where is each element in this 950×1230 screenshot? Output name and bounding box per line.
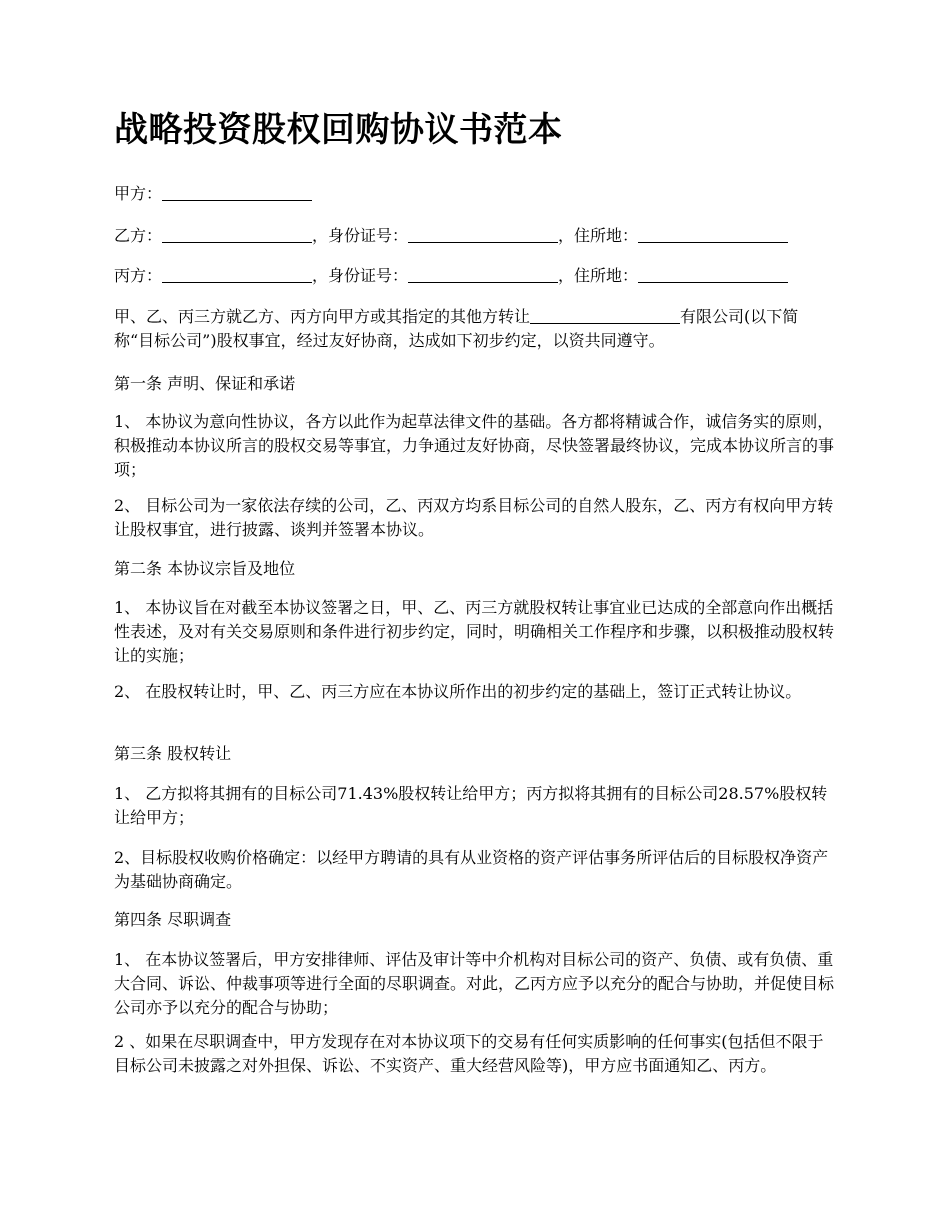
party-c-name-blank[interactable] bbox=[162, 266, 312, 283]
party-a-line bbox=[114, 182, 838, 206]
party-b-line bbox=[114, 224, 838, 248]
document-title: 战略投资股权回购协议书范本 bbox=[114, 110, 563, 150]
company-name-blank[interactable] bbox=[530, 307, 680, 324]
section-1-paragraph-2: 2、 目标公司为一家依法存续的公司，乙、丙双方均系目标公司的自然人股东，乙、丙方有权向甲方转让股权事宜，进行披露、谈判并签署本协议。 bbox=[114, 496, 834, 539]
party-a-label: 甲方： bbox=[114, 184, 163, 203]
party-b-label: 乙方： bbox=[114, 226, 163, 245]
party-a-blank[interactable] bbox=[162, 184, 312, 201]
section-4-paragraph-2: 2 、如果在尽职调查中，甲方发现存在对本协议项下的交易有任何实质影响的任何事实(包括但不限于目标公司未披露之对外担保、诉讼、不实资产、重大经营风险等)，甲方应书面通知乙、丙方。 bbox=[114, 1032, 824, 1075]
party-c-id-blank[interactable] bbox=[408, 266, 558, 283]
section-1-paragraph-1: 1、 本协议为意向性协议，各方以此作为起草法律文件的基础。各方都将精诚合作，诚信务实的原则，积极推动本协议所言的股权交易等事宜，力争通过友好协商，尽快签署最终协议，完成本协议所言的事项； bbox=[114, 412, 835, 479]
section-1-heading: 第一条 声明、保证和承诺 bbox=[114, 374, 296, 393]
section-3-paragraph-1: 1、 乙方拟将其拥有的目标公司71.43%股权转让给甲方；丙方拟将其拥有的目标公司28.57%股权转让给甲方； bbox=[114, 784, 828, 827]
party-b-id-label: ，身份证号： bbox=[312, 226, 409, 245]
party-b-name-blank[interactable] bbox=[162, 226, 312, 243]
section-3-paragraph-2: 2、目标股权收购价格确定：以经甲方聘请的具有从业资格的资产评估事务所评估后的目标股权净资产为基础协商确定。 bbox=[114, 848, 829, 891]
section-4-heading: 第四条 尽职调查 bbox=[114, 910, 232, 929]
intro-text-2: 有限公司(以下简称“目标公司”)股权事宜，经过友好协商，达成如下初步约定，以资共同遵守。 bbox=[114, 307, 799, 350]
section-3-heading: 第三条 股权转让 bbox=[114, 744, 232, 763]
intro-paragraph bbox=[114, 305, 838, 353]
party-c-address-label: ，住所地： bbox=[558, 266, 639, 285]
party-c-line bbox=[114, 264, 838, 288]
party-b-address-label: ，住所地： bbox=[558, 226, 639, 245]
party-c-id-label: ，身份证号： bbox=[312, 266, 409, 285]
section-2-paragraph-2: 2、 在股权转让时，甲、乙、丙三方应在本协议所作出的初步约定的基础上，签订正式转让协议。 bbox=[114, 682, 802, 701]
party-c-address-blank[interactable] bbox=[638, 266, 788, 283]
intro-text-1: 甲、乙、丙三方就乙方、丙方向甲方或其指定的其他方转让 bbox=[114, 307, 531, 326]
party-b-id-blank[interactable] bbox=[408, 226, 558, 243]
party-c-label: 丙方： bbox=[114, 266, 163, 285]
section-4-paragraph-1: 1、 在本协议签署后，甲方安排律师、评估及审计等中介机构对目标公司的资产、负债、或有负债、重大合同、诉讼、仲裁事项等进行全面的尽职调查。对此，乙丙方应予以充分的配合与协助，并促使目标公司亦予以充分的配合与协助； bbox=[114, 950, 835, 1017]
section-2-paragraph-1: 1、 本协议旨在对截至本协议签署之日，甲、乙、丙三方就股权转让事宜业已达成的全部意向作出概括性表述，及对有关交易原则和条件进行初步约定，同时，明确相关工作程序和步骤，以积极推动股权转让的实施； bbox=[114, 598, 835, 665]
party-b-address-blank[interactable] bbox=[638, 226, 788, 243]
section-2-heading: 第二条 本协议宗旨及地位 bbox=[114, 559, 296, 578]
